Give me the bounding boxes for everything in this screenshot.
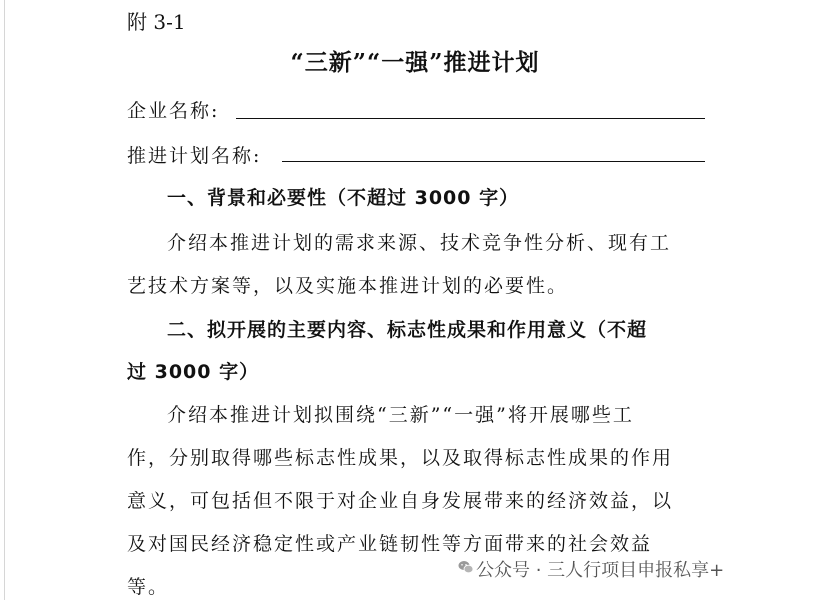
section1-heading: 一、背景和必要性（不超过 3000 字）: [167, 187, 520, 209]
company-name-field[interactable]: [236, 118, 705, 119]
section2-line: 等。: [127, 576, 170, 598]
watermark-text: 公众号 · 三人行项目申报私享+: [476, 560, 725, 581]
section2-heading: 二、拟开展的主要内容、标志性成果和作用意义（不超: [167, 319, 648, 341]
section2-line: 作，分别取得哪些标志性成果，以及取得标志性成果的作用: [127, 447, 674, 469]
section2-line: 意义，可包括但不限于对企业自身发展带来的经济效益，以: [127, 490, 674, 512]
section1-line: 介绍本推进计划的需求来源、技术竞争性分析、现有工: [167, 232, 672, 254]
section2-line: 及对国民经济稳定性或产业链韧性等方面带来的社会效益: [127, 533, 653, 555]
company-name-label: 企业名称:: [127, 100, 220, 122]
section1-line: 艺技术方案等，以及实施本推进计划的必要性。: [127, 275, 569, 297]
page-edge: [4, 0, 5, 600]
document-title: “三新”“一强”推进计划: [290, 49, 540, 76]
section2-heading-cont: 过 3000 字）: [127, 361, 260, 383]
attachment-label: 附 3-1: [127, 10, 186, 34]
plan-name-label: 推进计划名称:: [127, 145, 262, 167]
plan-name-field[interactable]: [282, 161, 705, 162]
section2-line: 介绍本推进计划拟围绕“三新”“一强”将开展哪些工: [167, 404, 634, 426]
wechat-icon: [458, 559, 474, 575]
